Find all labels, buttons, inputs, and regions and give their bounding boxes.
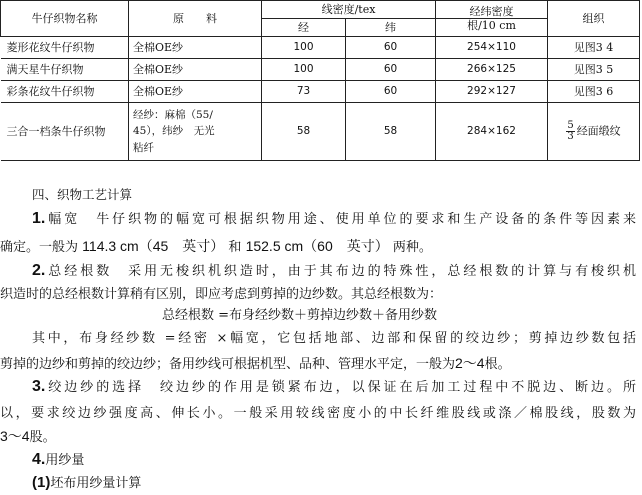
cell-name: 菱形花纹牛仔织物	[1, 37, 129, 59]
header-density-bottom: 根/10 cm	[467, 19, 516, 32]
paragraph-2-line-4	[0, 353, 636, 373]
item-number: 4.	[32, 451, 46, 468]
paragraph-text: 股。	[29, 430, 56, 445]
cell-warp: 100	[262, 37, 346, 59]
cell-material: 全棉OE纱	[129, 59, 262, 81]
cell-weft: 60	[346, 37, 436, 59]
cell-material-line: 经纱：麻棉（55/	[133, 109, 213, 122]
section-heading: 四、织物工艺计算	[32, 187, 133, 202]
item-number: 2.	[32, 262, 46, 279]
weave-fraction-denominator: 3	[567, 131, 574, 142]
weave-fraction	[566, 121, 574, 142]
cell-warp: 100	[262, 59, 346, 81]
cell-material-line: 粘纤	[133, 141, 154, 154]
paragraph-text: 其中，布身经纱数 =经密 ×幅宽，它包括地部、边部和保留的绞边纱；剪掉边纱数包括	[32, 331, 636, 346]
cell-warp: 58	[262, 103, 346, 161]
cell-warp: 73	[262, 81, 346, 103]
paragraph-text: 绞边纱的选择 绞边纱的作用是锁紧布边，以保证在后加工过程中不脱边、断边。所	[45, 380, 636, 395]
paragraph-2-line-2: 织造时的总经根数计算稍有区别，即应考虑到剪掉的边纱数。其总经根数为：	[0, 287, 443, 302]
paragraph-text: 剪掉的边纱和剪掉的绞边纱；备用纱线可根据机型、品种、管理水平定，一般为	[0, 357, 456, 372]
cell-density: 292×127	[436, 81, 548, 103]
cell-density: 284×162	[436, 103, 548, 161]
table-row	[1, 103, 640, 161]
paragraph-2-line-1	[0, 260, 636, 280]
cell-material-line: 45），纬纱 无光	[133, 125, 215, 138]
header-linear-density: 线密度/tex	[262, 1, 436, 19]
paragraph-1-line-2	[0, 236, 636, 256]
cell-weave: 见图3 5	[548, 59, 640, 81]
table-header-row	[1, 1, 640, 19]
paragraph-3-line-2: 以，要求绞边纱强度高、伸长小。一般采用较线密度小的中长纤维股线或涤／棉股线，股数为	[0, 406, 636, 421]
cell-name: 彩条花纹牛仔织物	[1, 81, 129, 103]
paragraph-text: 坯布用纱量计算	[50, 476, 142, 491]
paragraph-text: 幅宽 牛仔织物的幅宽可根据织物用途、使用单位的要求和生产设备的条件等因素来	[45, 212, 636, 227]
paragraph-text: 用纱量	[45, 453, 85, 468]
cell-weave: 见图3 4	[548, 37, 640, 59]
paragraph-2-line-3	[0, 327, 636, 346]
paragraph-text: 确定。一般为	[0, 240, 79, 255]
paragraph-text: 根。	[484, 357, 511, 372]
cell-material: 全棉OE纱	[129, 37, 262, 59]
paragraph-3-line-3	[0, 426, 636, 446]
paragraph-text: 和	[228, 240, 242, 255]
sub-item-number: (1)	[32, 474, 51, 491]
cell-weave: 见图3 6	[548, 81, 640, 103]
header-density	[436, 1, 548, 37]
table-row	[1, 81, 640, 103]
paragraph-3-line-1	[0, 376, 636, 396]
weave-text: 经面缎纹	[576, 124, 621, 138]
subsection-heading	[32, 472, 642, 491]
cell-weft: 60	[346, 81, 436, 103]
cell-name: 三合一档条牛仔织物	[1, 103, 129, 161]
cell-weft: 60	[346, 59, 436, 81]
item-number: 1.	[32, 210, 46, 227]
header-weave: 组织	[548, 1, 640, 37]
cell-name: 满天星牛仔织物	[1, 59, 129, 81]
width-value-1: 114.3 cm（45 英寸）	[82, 238, 225, 254]
header-material: 原 料	[129, 1, 262, 37]
header-name: 牛仔织物名称	[1, 1, 129, 37]
cell-weave	[548, 103, 640, 161]
paragraph-text: 两种。	[392, 240, 432, 255]
spare-yarn-range: 2～4	[455, 355, 485, 371]
weave-fraction-numerator: 5	[567, 120, 574, 131]
header-warp: 经	[262, 19, 346, 37]
paragraph-text: 总经根数 采用无梭织机织造时，由于其布边的特殊性，总经根数的计算与有梭织机	[45, 264, 636, 279]
paragraph-4-heading	[32, 449, 642, 469]
cell-material	[129, 103, 262, 161]
header-density-top: 经纬密度	[436, 5, 547, 19]
formula: 总经根数 =布身经纱数＋剪掉边纱数＋备用纱数	[162, 308, 438, 323]
cell-density: 266×125	[436, 59, 548, 81]
paragraph-1-line-1	[0, 208, 636, 228]
item-number: 3.	[32, 378, 46, 395]
header-weft: 纬	[346, 19, 436, 37]
width-value-2: 152.5 cm（60 英寸）	[245, 238, 389, 254]
fabric-spec-table	[0, 0, 640, 161]
cell-weft: 58	[346, 103, 436, 161]
table-row	[1, 59, 640, 81]
table-row	[1, 37, 640, 59]
ply-count-range: 3～4	[0, 428, 30, 444]
cell-density: 254×110	[436, 37, 548, 59]
cell-material: 全棉OE纱	[129, 81, 262, 103]
